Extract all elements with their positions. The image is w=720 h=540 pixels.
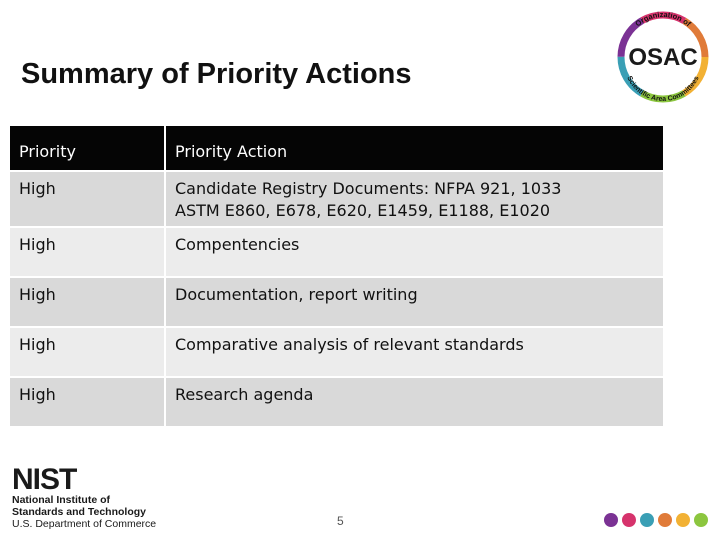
table-row [10, 226, 663, 276]
logo-arc-bottom: Scientific Area Committees [625, 75, 701, 104]
row-priority: High [10, 276, 166, 326]
table-row [10, 376, 663, 426]
dot-decoration [676, 513, 690, 527]
page-number: 5 [337, 514, 344, 528]
row-action-line: ASTM E860, E678, E620, E1459, E1188, E1020 [175, 201, 551, 220]
table-row [10, 170, 663, 226]
row-action: Documentation, report writing [166, 276, 663, 326]
slide-title: Summary of Priority Actions [21, 58, 412, 90]
row-action [166, 170, 663, 226]
row-action: Research agenda [166, 376, 663, 426]
dot-decoration [658, 513, 672, 527]
row-priority: High [10, 226, 166, 276]
dot-decoration [604, 513, 618, 527]
dot-decoration [640, 513, 654, 527]
nist-line-1: National Institute of [12, 494, 110, 506]
priority-table [10, 126, 663, 426]
row-action: Comparative analysis of relevant standards [166, 326, 663, 376]
logo-text: OSAC [628, 44, 698, 71]
logo-arc-top: Organization of [633, 9, 693, 29]
header-priority-action: Priority Action [166, 126, 663, 170]
header-priority: Priority [10, 126, 166, 170]
nist-line-3: U.S. Department of Commerce [12, 518, 157, 530]
row-action: Compentencies [166, 226, 663, 276]
nist-wordmark: NIST [12, 463, 77, 496]
dot-decoration [694, 513, 708, 527]
dot-decoration [622, 513, 636, 527]
color-dots [604, 513, 708, 527]
row-priority: High [10, 376, 166, 426]
osac-logo [612, 6, 714, 108]
table-row [10, 326, 663, 376]
table-header-row [10, 126, 663, 170]
nist-logo [12, 463, 172, 530]
row-action-line: Candidate Registry Documents: NFPA 921, 1033 [175, 179, 562, 198]
row-priority: High [10, 170, 166, 226]
nist-line-2: Standards and Technology [12, 506, 146, 518]
table-row [10, 276, 663, 326]
row-priority: High [10, 326, 166, 376]
